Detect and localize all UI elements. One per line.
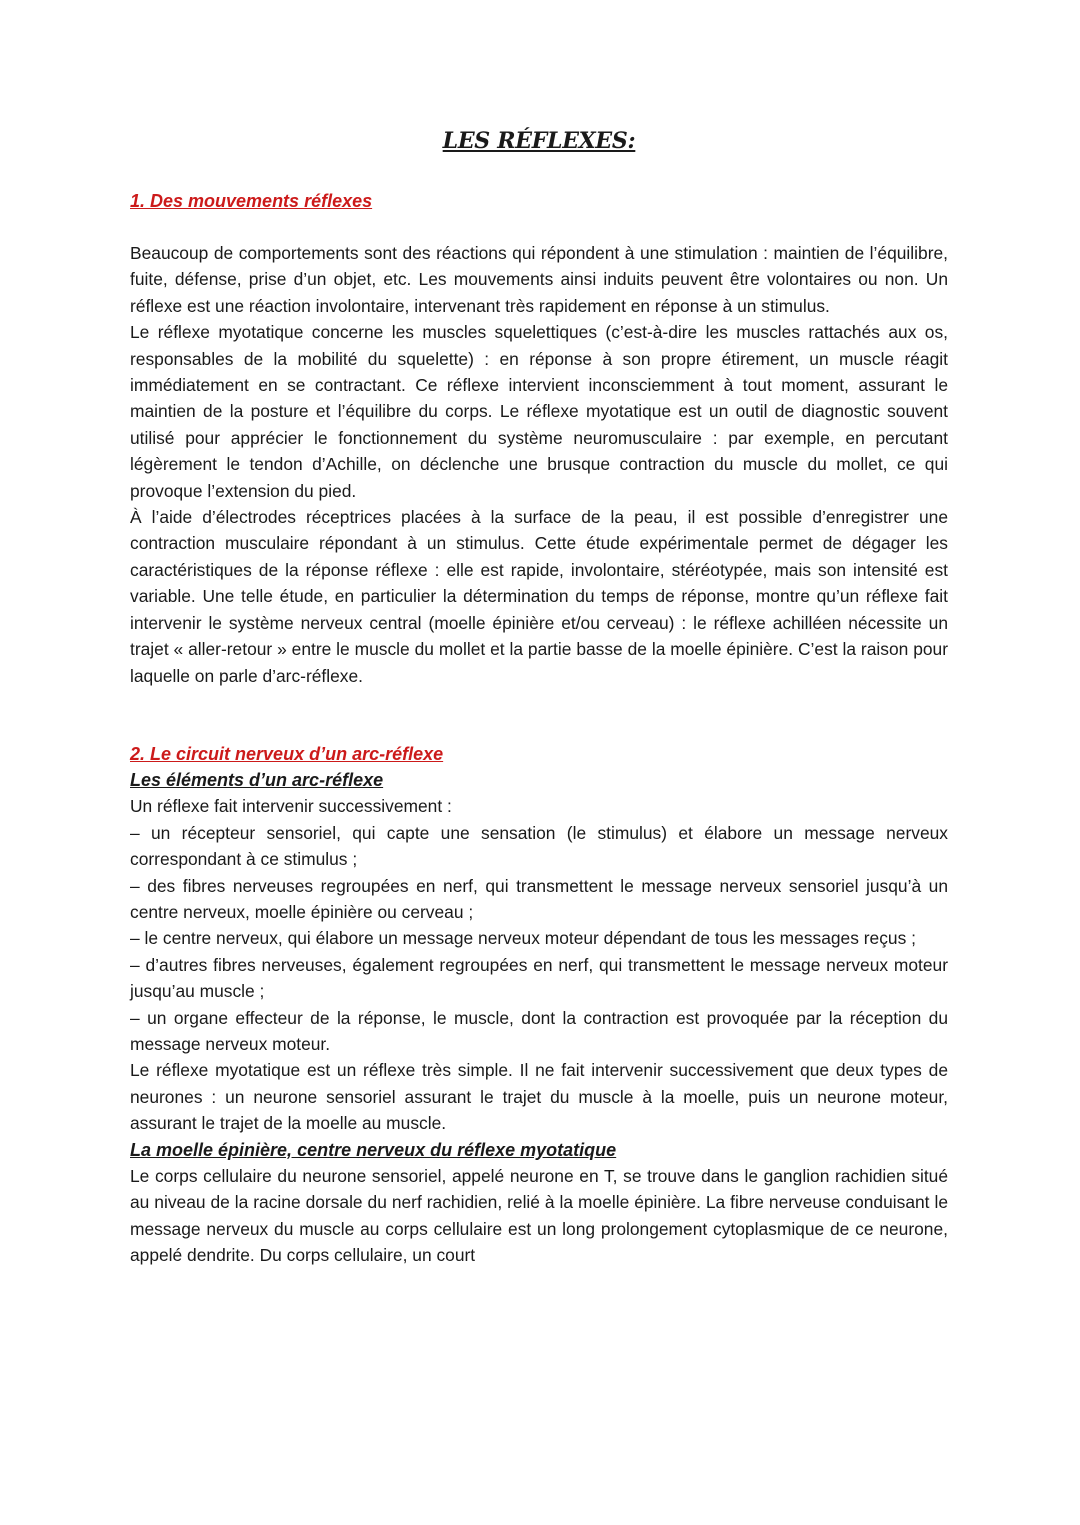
section-1-paragraph-1: Beaucoup de comportements sont des réactions qui répondent à une stimulation : maintien de l’équilibre, fuite, défense, prise d’un objet, etc. Les mouvements ainsi induits peuvent être volontaires ou non. Un réflexe est une réaction involontaire, intervenant très rapidement en réponse à un stimulus. [130,243,948,316]
section-2-conclusion: Le réflexe myotatique est un réflexe très simple. Il ne fait intervenir successivement que deux types de neurones : un neurone sensoriel assurant le trajet du muscle à la moelle, puis un neurone moteur, assurant le trajet de la moelle au muscle. [130,1060,948,1134]
list-item: – le centre nerveux, qui élabore un message nerveux moteur dépendant de tous les messages reçus ; [130,928,916,949]
list-item: – un organe effecteur de la réponse, le muscle, dont la contraction est provoquée par la réception du message nerveux moteur. [130,1007,948,1054]
section-1-heading: 1. Des mouvements réflexes [130,191,373,211]
section-1-paragraph-3: À l’aide d’électrodes réceptrices placées à la surface de la peau, il est possible d’enregistrer une contraction musculaire répondant à un stimulus. Cette étude expérimentale permet de dégager les caractéristiques de la réponse réflexe : elle est rapide, involontaire, stéréotypée, mais son intensité est variable. Une telle étude, en particulier la détermination du temps de réponse, montre qu’un réflexe fait intervenir le système nerveux central (moelle épinière et/ou cerveau) : le réflexe achilléen nécessite un trajet « aller-retour » entre le muscle du mollet et la partie basse de la moelle épinière. C’est la raison pour laquelle on parle d’arc-réflexe. [130,507,948,686]
subheading-moelle: La moelle épinière, centre nerveux du réflexe myotatique [130,1139,617,1160]
section-1-paragraph-2: Le réflexe myotatique concerne les muscles squelettiques (c’est-à-dire les muscles rattachés aux os, responsables de la mobilité du squelette) : en réponse à son propre étirement, un muscle réagit immédiatement en se contractant. Ce réflexe intervient inconsciemment à tout moment, assurant le maintien de la posture et l’équilibre du corps. Le réflexe myotatique est un outil de diagnostic souvent utilisé pour apprécier le fonctionnement du système neuromusculaire : par exemple, en percutant légèrement le tendon d’Achille, on déclenche une brusque contraction du muscle du mollet, ce qui provoque l’extension du pied. [130,322,948,501]
spacer [130,689,948,741]
document-title: LES RÉFLEXES: [442,128,636,154]
list-item: – un récepteur sensoriel, qui capte une sensation (le stimulus) et élabore un message nerveux correspondant à ce stimulus ; [130,822,948,870]
list-item: – d’autres fibres nerveuses, également regroupées en nerf, qui transmettent le message nerveux moteur jusqu’au muscle ; [130,954,948,1002]
list-item: – des fibres nerveuses regroupées en nerf, qui transmettent le message nerveux sensoriel jusqu’à un centre nerveux, moelle épinière ou cerveau ; [130,875,948,922]
spacer [130,214,948,240]
document-page [130,128,948,1269]
section-2-final-paragraph: Le corps cellulaire du neurone sensoriel, appelé neurone en T, se trouve dans le ganglion rachidien situé au niveau de la racine dorsale du nerf rachidien, relié à la moelle épinière. La fibre nerveuse conduisant le message nerveux du muscle au corps cellulaire est un long prolongement cytoplasmique de ce neurone, appelé dendrite. Du corps cellulaire, un court [130,1166,948,1266]
subheading-elements: Les éléments d’un arc-réflexe [130,769,384,790]
section-2-intro: Un réflexe fait intervenir successivement : [130,796,452,817]
section-2-heading: 2. Le circuit nerveux d’un arc-réflexe [130,743,444,764]
